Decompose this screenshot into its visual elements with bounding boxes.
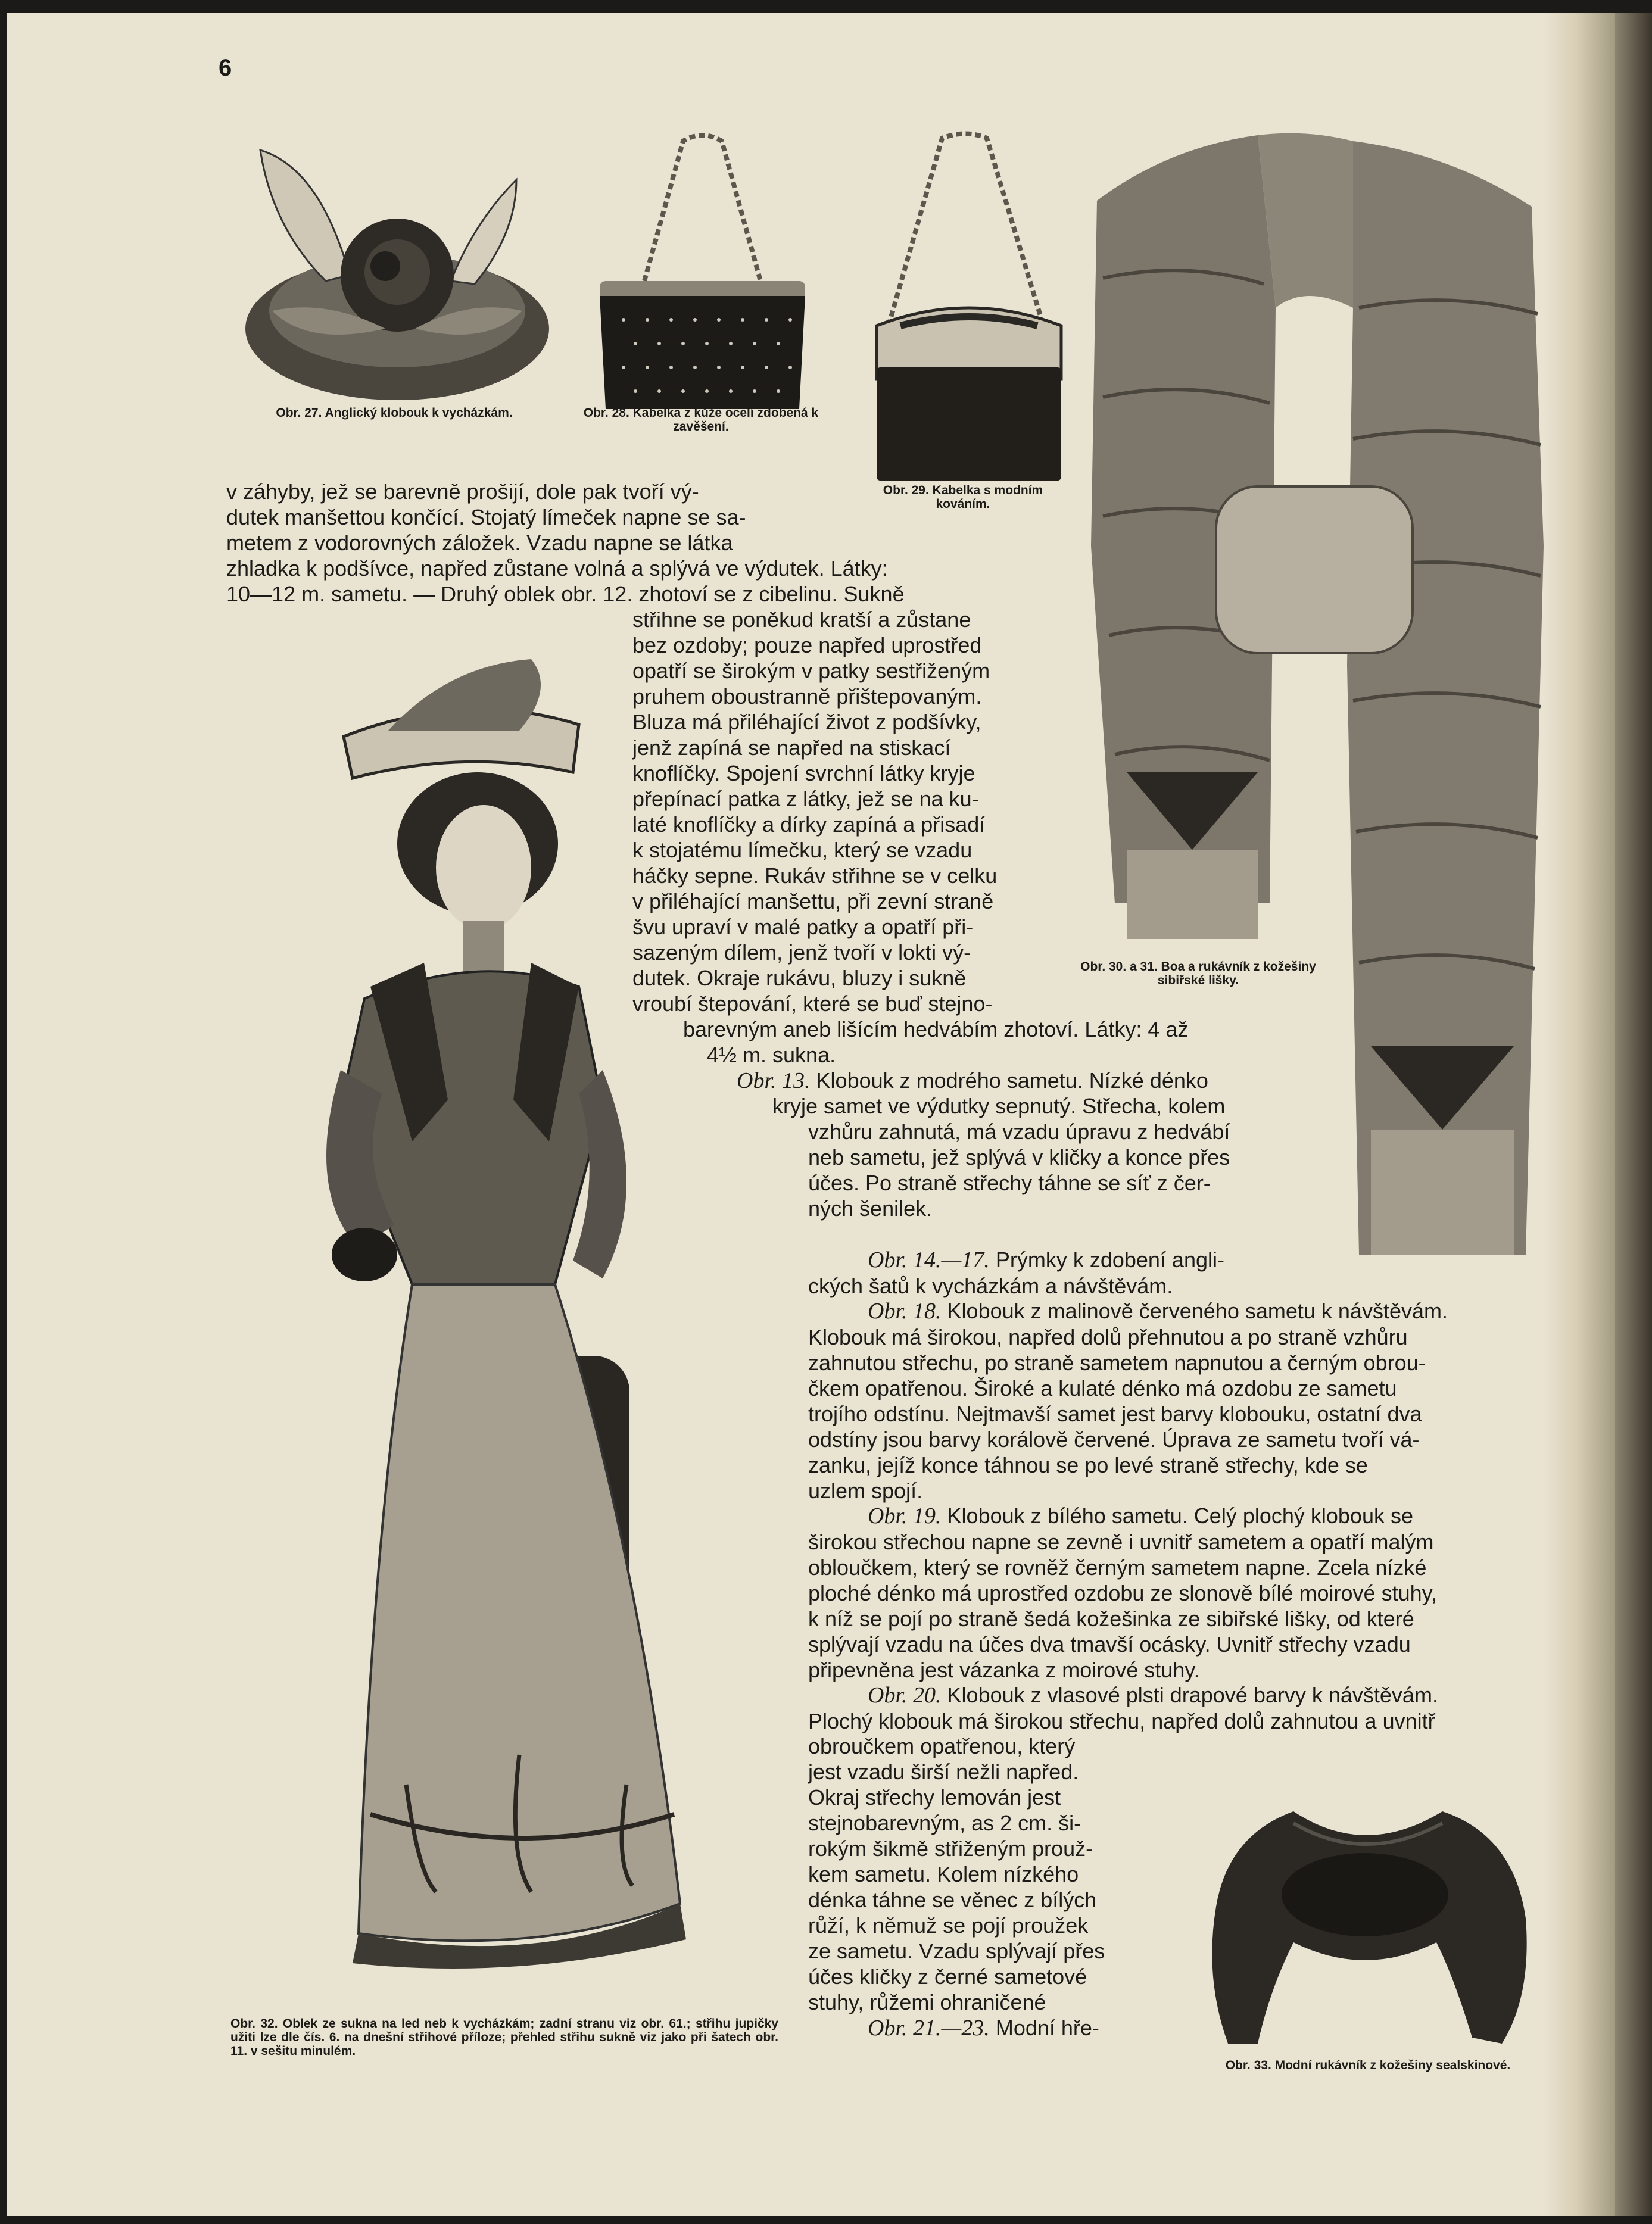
text-block-obr21-23 <box>868 2015 1177 2041</box>
text-line: rokým šikmě střiženým prouž- <box>808 1836 1093 1861</box>
page-number: 6 <box>219 55 232 81</box>
text-line: Bluza má přiléhající život z podšívky, <box>632 710 981 734</box>
text-line: 4½ m. sukna. <box>707 1043 836 1067</box>
text-line: dutek. Okraje rukávu, bluzy i sukně <box>632 966 967 990</box>
text-line: kryje samet ve výdutky sepnutý. Střecha, kolem <box>772 1094 1226 1118</box>
text-line: k níž se pojí po straně šedá kožešinka ze sibiřské lišky, od které <box>808 1607 1414 1631</box>
text-line: stuhy, růžemi ohraničené <box>808 1990 1046 2014</box>
figure-reference: Obr. 20. <box>868 1683 942 1708</box>
text-line: Okraj střechy lemován jest <box>808 1785 1061 1810</box>
text-line: metem z vodorovných záložek. Vzadu napne se látka <box>226 531 733 555</box>
text-line: jenž zapíná se napřed na stiskací <box>632 735 951 760</box>
caption-fig30-31: Obr. 30. a 31. Boa a rukávník z kožešiny sibiřské lišky. <box>1080 960 1316 988</box>
figure-reference: Obr. 14.—17. <box>868 1247 990 1272</box>
text-line: účes. Po straně střechy táhne se síť z čer- <box>808 1171 1211 1195</box>
text-block-obr20 <box>808 1682 1547 1734</box>
text-line: laté knoflíčky a dírky zapíná a přisadí <box>632 812 986 837</box>
text-line: švu upraví v malé patky a opatří při- <box>632 915 974 939</box>
text-line: účes kličky z černé sametové <box>808 1964 1087 1989</box>
text-line: ze sametu. Vzadu splývají přes <box>808 1939 1105 1963</box>
caption-fig29: Obr. 29. Kabelka s modním kováním. <box>883 484 1043 511</box>
text-line: bez ozdoby; pouze napřed uprostřed <box>632 633 982 657</box>
text-line: střihne se poněkud kratší a zůstane <box>632 607 971 632</box>
text-line: čkem opatřenou. Široké a kulaté dénko má ozdobu ze sametu <box>808 1376 1397 1400</box>
text-fragment: Klobouk z bílého sametu. Celý plochý klobouk se <box>947 1504 1413 1528</box>
text-line: trojího odstínu. Nejtmavší samet jest barvy klobouku, ostatní dva <box>808 1402 1422 1426</box>
text-line: dénka táhne se věnec z bílých <box>808 1888 1097 1912</box>
text-block-4 <box>683 1016 1296 1068</box>
figure-sealskin-muff <box>1192 1799 1541 2055</box>
text-line: pruhem oboustranně přištepovaným. <box>632 684 982 709</box>
text-line: háčky sepne. Rukáv střihne se v celku <box>632 863 998 888</box>
text-block-2 <box>226 556 1060 607</box>
text-line: ckých šatů k vycházkám a návštěvám. <box>808 1274 1173 1298</box>
text-line: 10—12 m. sametu. — Druhý oblek obr. 12. zhotoví se z cibelinu. Sukně <box>226 582 905 606</box>
text-line: zhladka k podšívce, napřed zůstane volná a splývá ve výdutek. Látky: <box>226 556 888 581</box>
text-line: širokou střechou napne se zevně i uvnitř sametem a opatří malým <box>808 1530 1434 1554</box>
text-line: neb sametu, jež splývá v kličky a konce přes <box>808 1145 1230 1169</box>
text-line: v záhyby, jež se barevně prošijí, dole pak tvoří vý- <box>226 479 699 504</box>
text-fragment: Modní hře- <box>995 2016 1099 2040</box>
text-block-obr18 <box>808 1298 1547 1504</box>
scanned-page <box>7 13 1615 2216</box>
figure-reference: Obr. 21.—23. <box>868 2016 990 2041</box>
text-line: vzhůru zahnutá, má vzadu úpravu z hedvábí <box>808 1119 1230 1144</box>
text-line <box>808 1247 1317 1273</box>
caption-fig32: Obr. 32. Oblek ze sukna na led neb k vycházkám; zadní stranu viz obr. 61.; střihu jupičky užiti lze dle čís. 6. na dnešní střihové příloze; přehled střihu sukně viz jako při šatech obr. 11. v sešitu minulém. <box>230 2017 778 2058</box>
text-line: uzlem spojí. <box>808 1478 923 1503</box>
text-fragment: Klobouk z malinově červeného sametu k návštěvám. <box>947 1299 1448 1323</box>
text-block-1 <box>226 479 829 556</box>
text-block-obr13 <box>737 1068 1308 1094</box>
text-line: sazeným dílem, jenž tvoří v lokti vý- <box>632 940 971 965</box>
caption-fig28: Obr. 28. Kabelka z kůže ocelí zdobená k zavěšení. <box>583 406 819 434</box>
text-line: obloučkem, který se rovněž černým sametem napne. Zcela nízké <box>808 1555 1427 1580</box>
text-block-3 <box>632 607 1061 1016</box>
text-fragment: Klobouk z modrého sametu. Nízké dénko <box>816 1068 1208 1093</box>
text-block-obr13-body-2 <box>808 1119 1317 1221</box>
figure-modern-handbag <box>865 129 1073 484</box>
figure-steel-handbag <box>588 129 817 415</box>
text-line: opatří se širokým v patky sestřiženým <box>632 659 990 683</box>
text-line: barevným aneb lišícím hedvábím zhotoví. Látky: 4 až <box>683 1017 1189 1041</box>
text-line: vroubí štepování, které se buď stejno- <box>632 991 993 1016</box>
text-line: růží, k němuž se pojí proužek <box>808 1913 1089 1938</box>
page-fold-shadow <box>1544 13 1615 2216</box>
text-line: zanku, jejíž konce táhnou se po levé straně střechy, kde se <box>808 1453 1368 1477</box>
text-line: jest vzadu širší nežli napřed. <box>808 1760 1079 1784</box>
text-line: splývají vzadu na účes dva tmavší ocásky. Uvnitř střechy vzadu <box>808 1632 1411 1657</box>
figure-reference: Obr. 19. <box>868 1504 942 1529</box>
text-line <box>808 1503 1547 1529</box>
text-block-obr20-body <box>808 1733 1159 2015</box>
text-line: knoflíčky. Spojení svrchní látky kryje <box>632 761 975 785</box>
text-line: ných šenilek. <box>808 1196 933 1221</box>
caption-fig27: Obr. 27. Anglický klobouk k vycházkám. <box>276 406 513 420</box>
text-line: odstíny jsou barvy korálově červené. Úprava ze sametu tvoří vá- <box>808 1427 1420 1452</box>
text-line <box>737 1068 1308 1094</box>
figure-reference: Obr. 18. <box>868 1299 942 1324</box>
text-line: stejnobarevným, as 2 cm. ši- <box>808 1811 1081 1835</box>
text-block-obr14-17 <box>808 1247 1317 1299</box>
text-line <box>808 1682 1547 1708</box>
text-line: Klobouk má širokou, napřed dolů přehnutou a po straně vzhůru <box>808 1325 1408 1349</box>
text-line <box>808 1298 1547 1324</box>
text-line: připevněna jest vázanka z moirové stuhy. <box>808 1658 1200 1682</box>
text-block-obr13-body <box>772 1093 1308 1119</box>
page-edge-shadow <box>1615 13 1652 2216</box>
text-fragment: Prýmky k zdobení angli- <box>995 1247 1224 1272</box>
text-line: k stojatému límečku, který se vzadu <box>632 838 973 862</box>
text-line: kem sametu. Kolem nízkého <box>808 1862 1079 1886</box>
text-line: přepínací patka z látky, jež se na ku- <box>632 787 979 811</box>
text-line <box>868 2015 1177 2041</box>
figure-reference: Obr. 13. <box>737 1068 811 1093</box>
text-block-obr19 <box>808 1503 1547 1683</box>
text-line: dutek manšettou končící. Stojatý límeček napne se sa- <box>226 505 746 529</box>
figure-english-hat <box>236 132 558 412</box>
text-line: obroučkem opatřenou, který <box>808 1734 1076 1758</box>
text-line: v přiléhající manšettu, při zevní straně <box>632 889 994 913</box>
text-line: zahnutou střechu, po straně sametem napnutou a černým obrou- <box>808 1350 1426 1375</box>
text-fragment: Klobouk z vlasové plsti drapové barvy k návštěvám. <box>947 1683 1438 1707</box>
text-line: ploché dénko má uprostřed ozdobu ze slonově bílé moirové stuhy, <box>808 1581 1437 1605</box>
caption-fig33: Obr. 33. Modní rukávník z kožešiny sealskinové. <box>1225 2058 1511 2072</box>
text-line: Plochý klobouk má širokou střechu, napřed dolů zahnutou a uvnitř <box>808 1709 1435 1733</box>
